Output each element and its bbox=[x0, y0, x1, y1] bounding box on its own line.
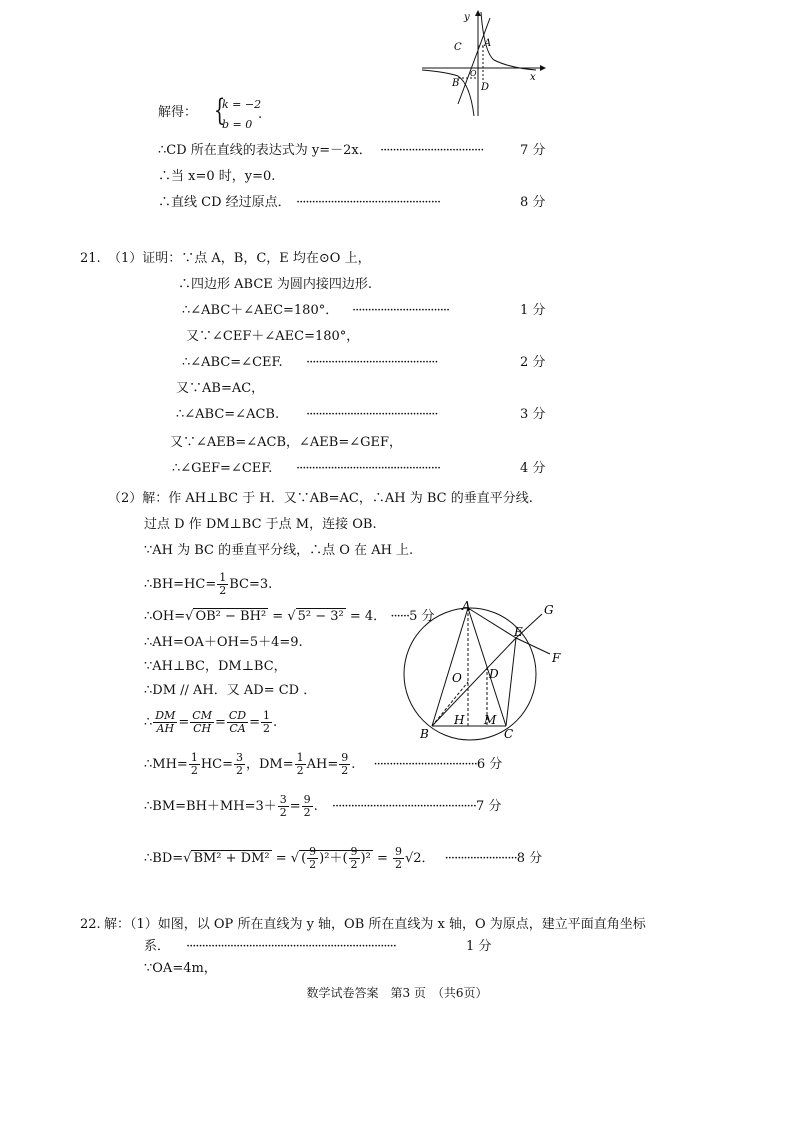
when-x-zero-line: ∴当 x=0 时，y=0. bbox=[158, 169, 276, 184]
q21-p2-line: ∴DM // AH．又 AD= CD ． bbox=[144, 683, 317, 698]
bm-line: ∴BM=BH＋MH=3＋ $\frac{3}{2}$ = $\frac{9}{2}$ . ··············································7 分 bbox=[144, 793, 502, 819]
bd-line: ∴BD=√ BM² + DM² = √ ( $\frac{9}{2}$ )²＋( $\frac{9}{2}$ )² = $\frac{9}{2}$ √2． ·······················8 分 bbox=[144, 845, 543, 871]
graph-label-c: C bbox=[454, 42, 462, 53]
hyperbola-graph bbox=[418, 8, 548, 120]
q21-line: ∴∠ABC=∠CEF. bbox=[182, 355, 283, 370]
q21-p2-line: ∵AH⊥BC，DM⊥BC， bbox=[144, 659, 287, 674]
circle-figure bbox=[398, 600, 568, 746]
bh-hc-line: ∴BH=HC= $\frac{1}{2}$ BC=3. bbox=[144, 571, 273, 597]
q21-line: ∴∠ABC=∠ACB. bbox=[176, 407, 280, 422]
dots: ·············································· bbox=[296, 195, 441, 210]
score: 2 分 bbox=[520, 355, 546, 370]
score: 7 分 bbox=[520, 143, 546, 158]
q21-line: 又∵AB=AC， bbox=[176, 381, 265, 396]
through-origin-line: ∴直线 CD 经过原点． bbox=[158, 195, 291, 210]
k-equation: k = −2 bbox=[222, 98, 262, 111]
dots: ································· bbox=[380, 143, 484, 158]
dots: ······························· bbox=[352, 303, 450, 318]
fig-label-o: O bbox=[452, 671, 462, 685]
b-equation: b = 0 bbox=[222, 118, 253, 131]
page-footer: 数学试卷答案 第3 页 （共6页） bbox=[306, 986, 488, 1000]
q21-p2-line: ∴AH=OA＋OH=5＋4=9. bbox=[144, 635, 303, 650]
fig-label-m: M bbox=[484, 713, 497, 727]
q21-p2-line: 过点 D 作 DM⊥BC 于点 M，连接 OB. bbox=[144, 517, 377, 532]
graph-label-o: O bbox=[470, 69, 477, 78]
system-brace: { bbox=[213, 93, 226, 128]
q22-line2: 系． bbox=[144, 939, 171, 954]
fig-label-g: G bbox=[544, 603, 554, 617]
graph-label-d: D bbox=[481, 82, 490, 93]
mh-dm-line: ∴MH= $\frac{1}{2}$ HC= $\frac{3}{2}$ ，DM= $\frac{1}{2}$ AH= $\frac{9}{2}$ . ·································6 分 bbox=[144, 751, 503, 777]
q22-line1: 解：（1）如图，以 OP 所在直线为 y 轴，OB 所在直线为 x 轴，O 为原点，建立平面直角坐标 bbox=[104, 917, 646, 932]
q21-line: ∴∠GEF=∠CEF. bbox=[172, 461, 273, 476]
solve-label: 解得： bbox=[158, 105, 198, 120]
q21-part1-intro: （1）证明：∵点 A，B，C，E 均在⊙O 上， bbox=[108, 251, 371, 266]
question-number-21: 21. bbox=[80, 251, 101, 266]
graph-label-y: y bbox=[464, 12, 470, 23]
fig-label-c: C bbox=[504, 727, 514, 741]
q21-line: 又∵∠AEB=∠ACB，∠AEB=∠GEF， bbox=[170, 435, 403, 450]
question-number-22: 22. bbox=[80, 917, 101, 932]
fig-label-e: E bbox=[514, 625, 523, 639]
period: . bbox=[258, 107, 263, 122]
score: 4 分 bbox=[520, 461, 546, 476]
q21-p2-line: ∵AH 为 BC 的垂直平分线，∴点 O 在 AH 上. bbox=[144, 543, 414, 558]
oh-line: ∴OH=√ OB² − BH² = √ 5² − 3² = 4． ······5 分 bbox=[144, 609, 435, 624]
fig-label-h: H bbox=[454, 713, 465, 727]
fig-label-b: B bbox=[420, 727, 429, 741]
cd-expression-line: ∴CD 所在直线的表达式为 y=－2x． bbox=[158, 143, 372, 158]
graph-label-x: x bbox=[530, 72, 536, 83]
graph-label-a: A bbox=[484, 38, 492, 49]
dots: ·········································· bbox=[306, 355, 438, 370]
dots: ·········································· bbox=[306, 407, 438, 422]
graph-label-b: B bbox=[452, 78, 460, 89]
fig-label-f: F bbox=[552, 651, 561, 665]
dots: ·············································· bbox=[296, 461, 441, 476]
q21-part2-intro: （2）解：作 AH⊥BC 于 H．又∵AB=AC，∴AH 为 BC 的垂直平分线. bbox=[108, 491, 533, 506]
fig-label-a: A bbox=[462, 600, 471, 613]
score: 1 分 bbox=[520, 303, 546, 318]
fig-label-d: D bbox=[489, 667, 499, 681]
q21-line: ∴∠ABC＋∠AEC=180°． bbox=[182, 303, 339, 318]
score: 8 分 bbox=[520, 195, 546, 210]
q21-line: ∴四边形 ABCE 为圆内接四边形. bbox=[178, 277, 373, 292]
q22-line3: ∵OA=4m， bbox=[144, 961, 217, 976]
q21-line: 又∵∠CEF＋∠AEC=180°， bbox=[186, 329, 360, 344]
ratio-line: ∴ $\frac{DM}{AH}$ = $\frac{CM}{CH}$ = $\frac{CD}{CA}$ = $\frac{1}{2}$ . bbox=[144, 709, 278, 735]
score: 1 分 bbox=[466, 939, 492, 954]
score: 3 分 bbox=[520, 407, 546, 422]
dots: ··································································· bbox=[186, 939, 396, 954]
